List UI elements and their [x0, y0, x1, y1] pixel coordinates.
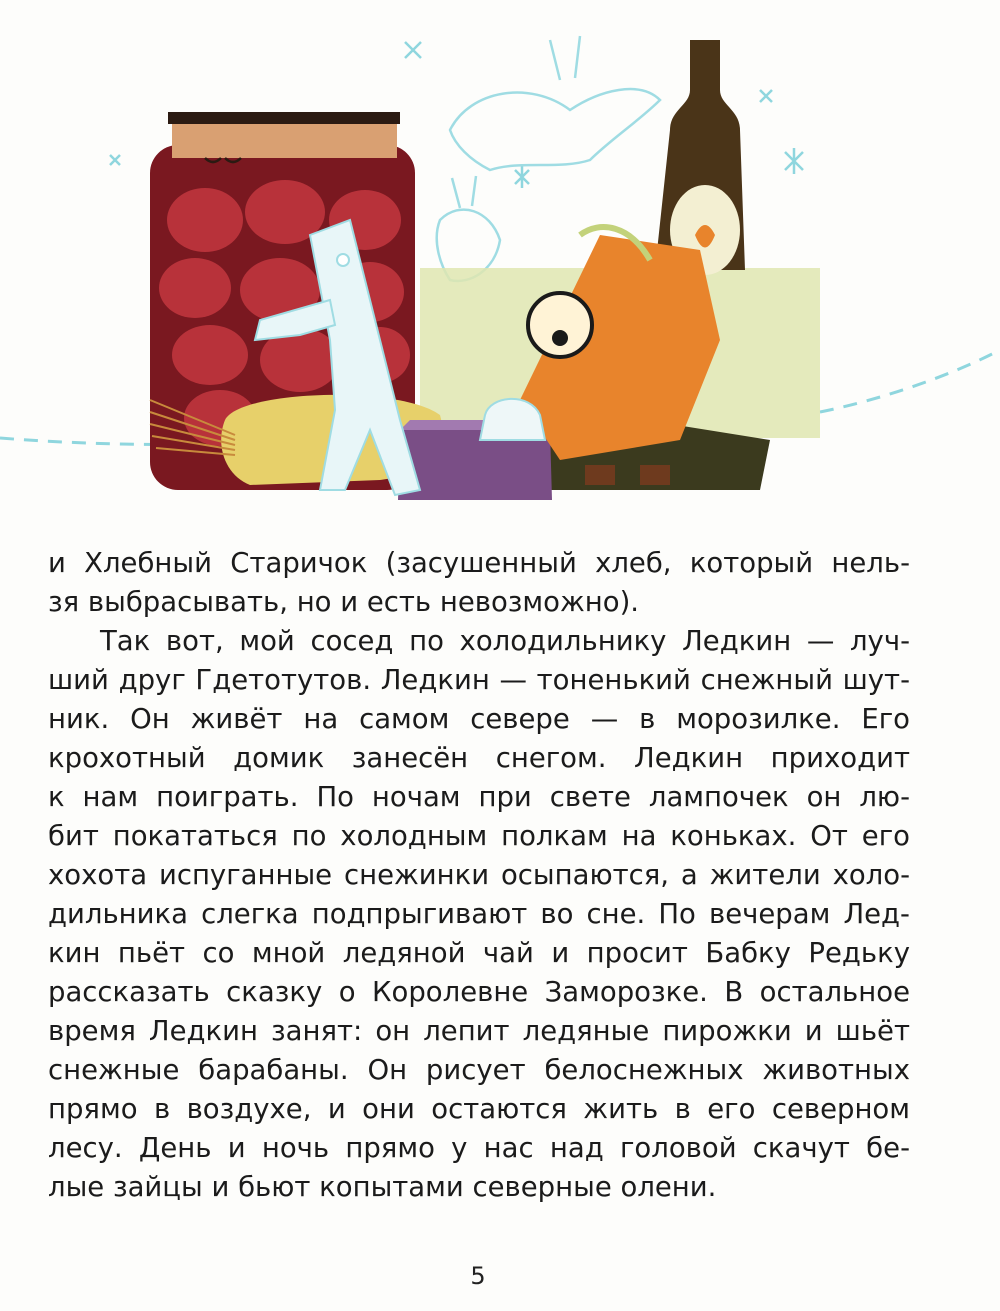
text-line: зя выбрасывать, но и есть невозможно). — [48, 586, 640, 618]
text-line: лесу. День и ночь прямо у нас над головой скачут бе- — [48, 1132, 910, 1164]
text-line: прямо в воздухе, и они остаются жить в его северном — [48, 1093, 910, 1125]
body-text — [48, 544, 910, 1207]
glasses-icon — [528, 293, 592, 357]
text-line: рассказать сказку о Королевне Заморозке. В остальное — [48, 976, 910, 1008]
text-line: кин пьёт со мной ледяной чай и просит Бабку Редьку — [48, 937, 910, 969]
text-line: бит покататься по холодным полкам на коньках. От его — [48, 820, 910, 852]
jar-lid — [168, 112, 400, 124]
text-line: крохотный домик занесён снегом. Ледкин приходит — [48, 742, 910, 774]
text-line: снежные барабаны. Он рисует белоснежных животных — [48, 1054, 910, 1086]
text-line: к нам поиграть. По ночам при свете лампочек он лю- — [48, 781, 910, 813]
page-number: 5 — [470, 1262, 486, 1290]
fridge-characters-illustration — [0, 20, 1000, 520]
bottle — [655, 40, 745, 275]
text-line: дильника слегка подпрыгивают во сне. По вечерам Лед- — [48, 898, 910, 930]
text-line: ший друг Гдетотутов. Ледкин — тоненький снежный шут- — [48, 664, 910, 696]
text-line: лые зайцы и бьют копытами северные олени. — [48, 1171, 717, 1203]
text-line: Так вот, мой сосед по холодильнику Ледкин — луч- — [100, 625, 910, 657]
text-line: хохота испуганные снежинки осыпаются, а жители холо- — [48, 859, 910, 891]
text-line: и Хлебный Старичок (засушенный хлеб, который нель- — [48, 547, 910, 579]
text-line: время Ледкин занят: он лепит ледяные пирожки и шьёт — [48, 1015, 910, 1047]
text-line: ник. Он живёт на самом севере — в морозилке. Его — [48, 703, 910, 735]
